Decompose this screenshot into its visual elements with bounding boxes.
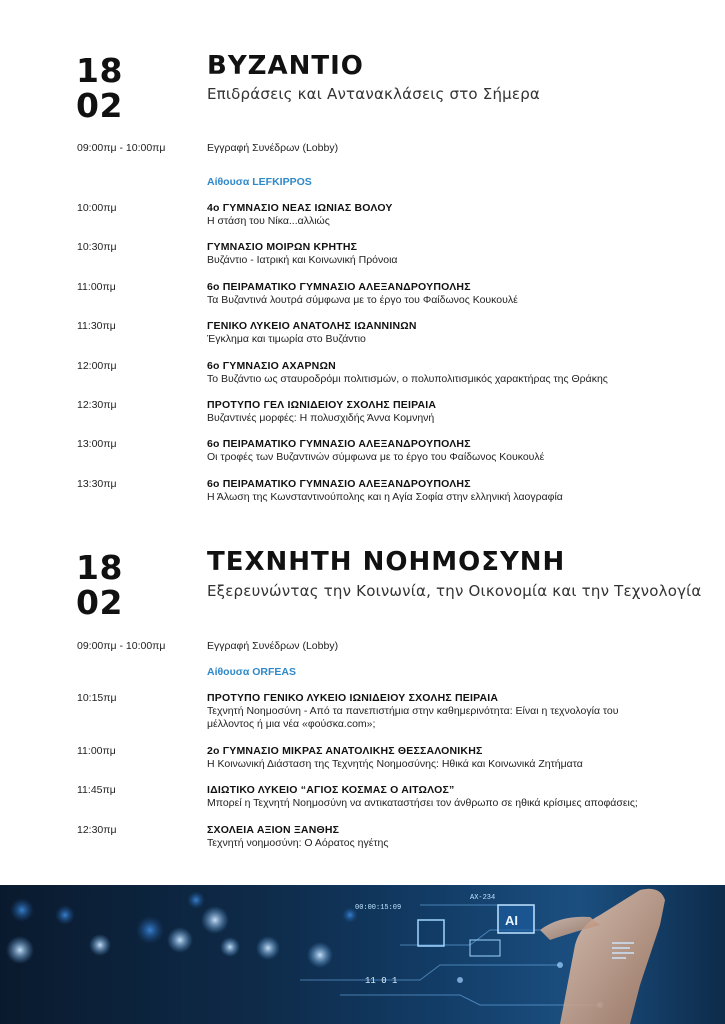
- schedule-time: 11:30πμ: [77, 320, 116, 332]
- banner-artwork: [0, 885, 725, 1024]
- schedule-time: 10:15πμ: [77, 692, 117, 704]
- banner-readout-code: AX-234: [470, 894, 496, 902]
- talk-title: Οι τροφές των Βυζαντινών σύμφωνα με το έργο του Φαίδωνος Κουκουλέ: [207, 451, 545, 463]
- banner-readout-time: 00:00:15:09: [355, 904, 402, 912]
- banner-ai-label: AI: [505, 913, 518, 928]
- section2-date-month: 02: [76, 583, 123, 622]
- school-name: ΓΥΜΝΑΣΙΟ ΜΟΙΡΩΝ ΚΡΗΤΗΣ: [207, 241, 358, 253]
- registration-time: 09:00πμ - 10:00πμ: [77, 142, 166, 154]
- schedule-time: 13:00πμ: [77, 438, 117, 450]
- schedule-time: 11:00πμ: [77, 745, 116, 757]
- banner-readout-binary: 11 0 1: [365, 976, 398, 986]
- talk-title: Μπορεί η Τεχνητή Νοημοσύνη να αντικαταστήσει τον άνθρωπο σε ηθικά κρίσιμες αποφάσεις;: [207, 797, 638, 809]
- technology-banner-image: [0, 885, 725, 1024]
- schedule-time: 12:30πμ: [77, 824, 117, 836]
- section1-title: ΒΥΖΑΝΤΙΟ: [207, 51, 364, 81]
- school-name: ΓΕΝΙΚΟ ΛΥΚΕΙΟ ΑΝΑΤΟΛΗΣ ΙΩΑΝΝΙΝΩΝ: [207, 320, 417, 332]
- talk-title: Τεχνητή Νοημοσύνη - Από τα πανεπιστήμια στην καθημερινότητα: Είναι η τεχνολογία του μέλλοντος ή μια νέα «φούσκα.com»;: [207, 705, 619, 730]
- schedule-time: 11:45πμ: [77, 784, 116, 796]
- talk-title: Η Άλωση της Κωνσταντινούπολης και η Αγία Σοφία στην ελληνική λαογραφία: [207, 491, 563, 503]
- school-name: ΙΔΙΩΤΙΚΟ ΛΥΚΕΙΟ “ΑΓΙΟΣ ΚΟΣΜΑΣ Ο ΑΙΤΩΛΟΣ”: [207, 784, 455, 796]
- school-name: 6ο ΠΕΙΡΑΜΑΤΙΚΟ ΓΥΜΝΑΣΙΟ ΑΛΕΞΑΝΔΡΟΥΠΟΛΗΣ: [207, 438, 471, 450]
- school-name: ΠΡΟΤΥΠΟ ΓΕΛ ΙΩΝΙΔΕΙΟΥ ΣΧΟΛΗΣ ΠΕΙΡΑΙΑ: [207, 399, 437, 411]
- schedule-time: 13:30πμ: [77, 478, 117, 490]
- talk-title: Το Βυζάντιο ως σταυροδρόμι πολιτισμών, ο πολυπολιτισμικός χαρακτήρας της Θράκης: [207, 373, 608, 385]
- talk-title: Τεχνητή νοημοσύνη: Ο Αόρατος ηγέτης: [207, 837, 389, 849]
- talk-title: Η Κοινωνική Διάσταση της Τεχνητής Νοημοσύνης: Ηθικά και Κοινωνικά Ζητήματα: [207, 758, 583, 770]
- talk-title: Βυζαντινές μορφές: Η πολυσχιδής Άννα Κομνηνή: [207, 412, 435, 424]
- school-name: 4ο ΓΥΜΝΑΣΙΟ ΝΕΑΣ ΙΩΝΙΑΣ ΒΟΛΟΥ: [207, 202, 393, 214]
- schedule-time: 11:00πμ: [77, 281, 116, 293]
- section2-hall: Αίθουσα ORFEAS: [207, 666, 297, 678]
- registration-text: Εγγραφή Συνέδρων (Lobby): [207, 142, 339, 154]
- talk-title: Βυζάντιο - Ιατρική και Κοινωνική Πρόνοια: [207, 254, 398, 266]
- school-name: 6ο ΠΕΙΡΑΜΑΤΙΚΟ ΓΥΜΝΑΣΙΟ ΑΛΕΞΑΝΔΡΟΥΠΟΛΗΣ: [207, 281, 471, 293]
- school-name: 2ο ΓΥΜΝΑΣΙΟ ΜΙΚΡΑΣ ΑΝΑΤΟΛΙΚΗΣ ΘΕΣΣΑΛΟΝΙΚΗΣ: [207, 745, 483, 757]
- school-name: 6ο ΠΕΙΡΑΜΑΤΙΚΟ ΓΥΜΝΑΣΙΟ ΑΛΕΞΑΝΔΡΟΥΠΟΛΗΣ: [207, 478, 471, 490]
- talk-title: Η στάση του Νίκα...αλλιώς: [207, 215, 330, 227]
- schedule-time: 12:30πμ: [77, 399, 117, 411]
- section1-date-day: 18: [76, 51, 123, 90]
- school-name: 6ο ΓΥΜΝΑΣΙΟ ΑΧΑΡΝΩΝ: [207, 360, 336, 372]
- section1-hall: Αίθουσα LEFKIPPOS: [207, 176, 312, 188]
- registration-text: Εγγραφή Συνέδρων (Lobby): [207, 640, 339, 652]
- section1-subtitle: Επιδράσεις και Αντανακλάσεις στο Σήμερα: [207, 85, 541, 103]
- schedule-time: 12:00πμ: [77, 360, 117, 372]
- section2-title: ΤΕΧΝΗΤΗ ΝΟΗΜΟΣΥΝΗ: [207, 547, 566, 577]
- section1-date-month: 02: [76, 86, 123, 125]
- school-name: ΠΡΟΤΥΠΟ ΓΕΝΙΚΟ ΛΥΚΕΙΟ ΙΩΝΙΔΕΙΟΥ ΣΧΟΛΗΣ ΠΕΙΡΑΙΑ: [207, 692, 499, 704]
- schedule-time: 10:30πμ: [77, 241, 117, 253]
- registration-time: 09:00πμ - 10:00πμ: [77, 640, 166, 652]
- talk-title: Έγκλημα και τιμωρία στο Βυζάντιο: [207, 333, 366, 345]
- schedule-time: 10:00πμ: [77, 202, 117, 214]
- talk-title: Τα Βυζαντινά λουτρά σύμφωνα με το έργο του Φαίδωνος Κουκουλέ: [207, 294, 518, 306]
- school-name: ΣΧΟΛΕΙΑ ΑΞΙΟΝ ΞΑΝΘΗΣ: [207, 824, 340, 836]
- section2-date-day: 18: [76, 548, 123, 587]
- section2-subtitle: Εξερευνώντας την Κοινωνία, την Οικονομία και την Τεχνολογία: [207, 582, 702, 600]
